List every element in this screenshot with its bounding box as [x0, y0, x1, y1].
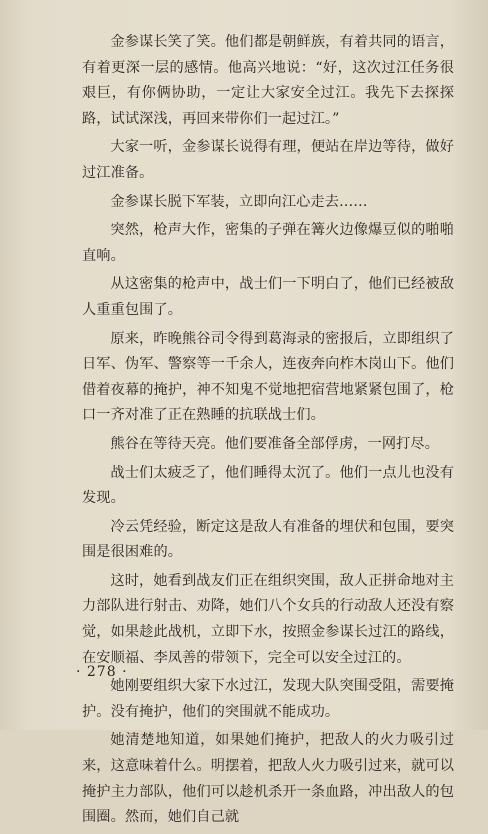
body-text: [82, 30, 454, 834]
paragraph: 她清楚地知道，如果她们掩护，把敌人的火力吸引过来，这意味着什么。明摆着，把敌人火力吸引过来，就可以掩护主力部队，他们可以趁机杀开一条血路，冲出敌人的包围圈。然而，她们自己就: [82, 732, 454, 826]
page-number: · 278 ·: [76, 664, 128, 680]
paragraph: 她刚要组织大家下水过江，发现大队突围受阻，需要掩护。没有掩护，他们的突围就不能成功。: [82, 678, 454, 720]
paragraph: 战士们太疲乏了，他们睡得太沉了。他们一点儿也没有发现。: [82, 464, 454, 507]
paragraph: 大家一听，金参谋长说得有理，便站在岸边等待，做好过江准备。: [82, 139, 454, 181]
paragraph: 金参谋长脱下军装，立即向江心走去……: [110, 193, 368, 210]
paragraph: 金参谋长笑了笑。他们都是朝鲜族，有着共同的语言，有着更深一层的感情。他高兴地说：“好，这次过江任务很艰巨，有你俩协助，一定让大家安全过江。我先下去探探路，试试深浅，再回来带你们一起过江。”: [82, 34, 454, 127]
paragraph: 原来，昨晚熊谷司令得到葛海录的密报后，立即组织了日军、伪军、警察等一千余人，连夜奔向柞木岗山下。他们借着夜幕的掩护，神不知鬼不觉地把宿营地紧紧包围了，枪口一齐对准了正在熟睡的抗联战士们。: [82, 330, 454, 424]
paragraph: 突然，枪声大作，密集的子弹在篝火边像爆豆似的啪啪直响。: [82, 222, 454, 264]
paragraph: 从这密集的枪声中，战士们一下明白了，他们已经被敌人重重包围了。: [82, 276, 454, 318]
paragraph: 这时，她看到战友们正在组织突围，敌人正拼命地对主力部队进行射击、劝降，她们八个女兵的行动敌人还没有察觉，如果趁此战机，立即下水，按照金参谋长过江的路线，在安顺福、李凤善的带领下，完全可以安全过江的。: [82, 572, 454, 666]
paragraph: 熊谷在等待天亮。他们要准备全部俘虏，一网打尽。: [110, 435, 440, 452]
paragraph: 冷云凭经验，断定这是敌人有准备的埋伏和包围，要突围是很困难的。: [82, 518, 454, 561]
